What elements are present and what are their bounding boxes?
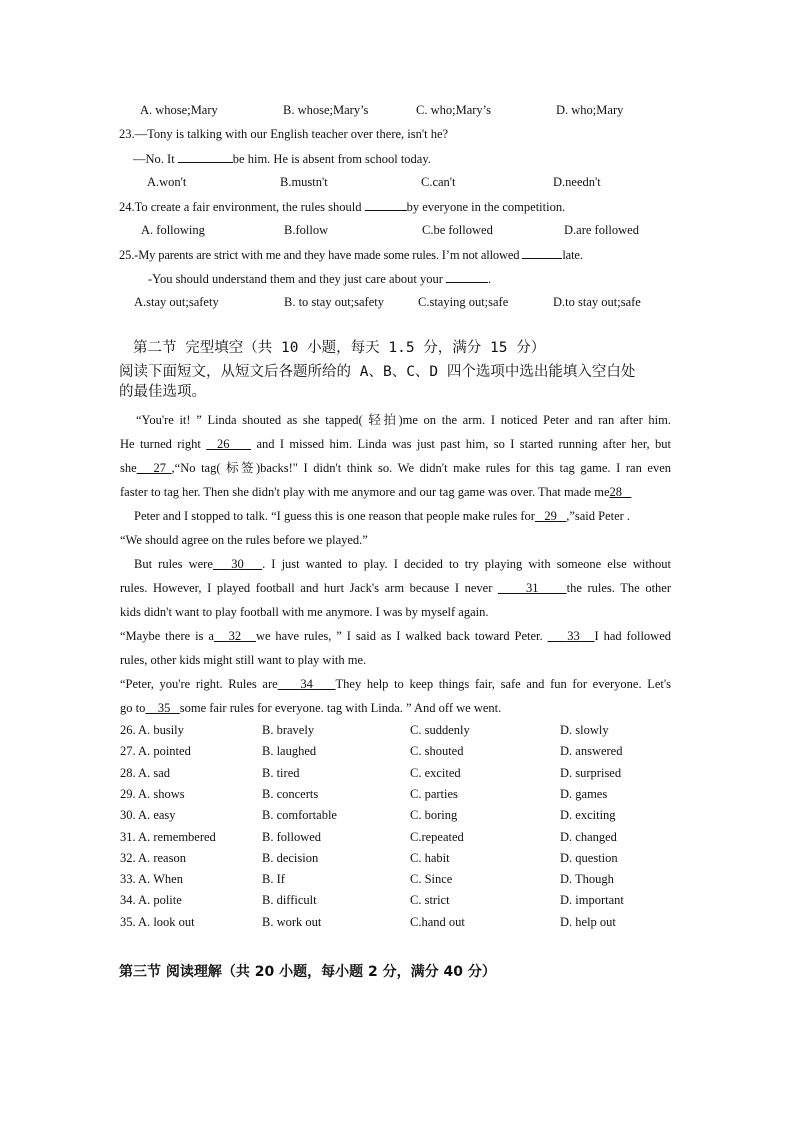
q25-stem-post: late.: [562, 248, 583, 262]
option-32-d: D. question: [560, 850, 618, 865]
q25-option-a: A.stay out;safety: [134, 295, 219, 309]
section2-title: 第二节 完型填空（共 10 小题，每天 1.5 分，满分 15 分）: [133, 340, 546, 356]
passage-line: rules. However, I played football and hurt Jack's arm because I never 31 the rules. The other: [120, 581, 672, 595]
option-31-a: 31. A. remembered: [120, 829, 216, 844]
option-30-d: D. exciting: [560, 808, 616, 823]
q25-stem-pre: 25.-My parents are strict with me and they have made some rules. I’m not allowed: [119, 248, 523, 262]
blank-32: 32: [228, 629, 242, 643]
option-32-b: B. decision: [262, 850, 319, 865]
option-27-c: C. shouted: [410, 744, 464, 759]
option-27-b: B. laughed: [262, 744, 317, 759]
option-30-b: B. comfortable: [262, 808, 337, 823]
q23-option-c: C.can't: [421, 175, 456, 189]
q22-option-b: B. whose;Mary’s: [283, 103, 369, 117]
q25-reply-pre: -You should understand them and they just care about your: [148, 272, 446, 286]
q23-option-b: B.mustn't: [280, 175, 328, 189]
section2-instruction-line2: 的最佳选项。: [119, 384, 206, 400]
option-26-d: D. slowly: [560, 723, 609, 737]
option-31-b: B. followed: [262, 829, 322, 844]
option-33-d: D. Though: [560, 872, 614, 887]
q24-option-a: A. following: [141, 223, 205, 237]
option-33-c: C. Since: [410, 872, 453, 887]
passage-line: “You're it! ” Linda shouted as she tapped( 轻拍)me on the arm. I noticed Peter and ran after him.: [136, 413, 671, 427]
option-29-d: D. games: [560, 786, 608, 801]
option-29-c: C. parties: [410, 786, 458, 801]
option-32-a: 32. A. reason: [120, 850, 186, 865]
blank-27: 27: [153, 461, 166, 475]
answer-blank: [365, 198, 407, 211]
q25-option-b: B. to stay out;safety: [284, 295, 384, 309]
option-35-b: B. work out: [262, 914, 322, 929]
q23-reply: [133, 150, 431, 167]
option-34-d: D. important: [560, 893, 624, 908]
option-29-a: 29. A. shows: [120, 786, 185, 801]
blank-31: 31: [526, 581, 539, 595]
q24-stem-post: by everyone in the competition.: [406, 200, 566, 214]
option-27-d: D. answered: [560, 744, 623, 759]
option-34-b: B. difficult: [262, 893, 317, 908]
q23-option-a: A.won't: [147, 175, 187, 189]
passage-line: faster to tag her. Then she didn't play with me anymore and our tag game was over. That made me28: [120, 480, 671, 504]
option-31-c: C.repeated: [410, 829, 464, 844]
q23-reply-pre: —No. It: [133, 152, 178, 166]
option-28-b: B. tired: [262, 765, 300, 780]
option-32-c: C. habit: [410, 850, 450, 865]
q23-stem: 23.—Tony is talking with our English teacher over there, isn't he?: [119, 127, 449, 141]
option-34-c: C. strict: [410, 893, 450, 908]
option-26-b: B. bravely: [262, 723, 315, 737]
option-26-c: C. suddenly: [410, 723, 470, 737]
blank-28: 28: [609, 485, 622, 499]
section2-instruction-line1: 阅读下面短文，从短文后各题所给的 A、B、C、D 四个选项中选出能填入空白处: [119, 364, 636, 380]
passage-line: But rules were 30 . I just wanted to play. I decided to try playing with someone else without: [134, 557, 672, 571]
q23-reply-post: be him. He is absent from school today.: [232, 152, 431, 166]
option-26-a: 26. A. busily: [120, 723, 184, 737]
q25-option-d: D.to stay out;safe: [553, 295, 641, 309]
blank-29: 29: [544, 509, 557, 523]
option-33-a: 33. A. When: [120, 872, 183, 887]
option-34-a: 34. A. polite: [120, 893, 182, 908]
passage-line: “We should agree on the rules before we played.”: [120, 533, 368, 547]
passage-line: Peter and I stopped to talk. “I guess this is one reason that people make rules for 29 ,”said Peter .: [134, 509, 631, 523]
option-31-d: D. changed: [560, 829, 617, 844]
option-33-b: B. If: [262, 872, 285, 887]
q25-stem: [119, 246, 583, 263]
option-29-b: B. concerts: [262, 786, 319, 801]
passage-line: “Maybe there is a 32 we have rules, ” I said as I walked back toward Peter. 33 I had followed: [120, 629, 671, 643]
option-35-c: C.hand out: [410, 914, 465, 929]
option-35-d: D. help out: [560, 914, 616, 929]
blank-30: 30: [231, 557, 244, 571]
option-30-a: 30. A. easy: [120, 808, 176, 823]
option-28-d: D. surprised: [560, 765, 622, 780]
blank-35: 35: [157, 701, 171, 715]
option-28-c: C. excited: [410, 765, 461, 780]
q22-option-c: C. who;Mary’s: [416, 103, 491, 117]
option-27-a: 27. A. pointed: [120, 744, 191, 759]
q25-option-c: C.staying out;safe: [418, 295, 509, 309]
blank-34: 34: [300, 677, 313, 691]
q24-option-d: D.are followed: [564, 223, 639, 237]
q24-stem-pre: 24.To create a fair environment, the rules should: [119, 200, 365, 214]
q24-stem: [119, 198, 565, 215]
q23-option-d: D.needn't: [553, 175, 601, 189]
passage-line: rules, other kids might still want to play with me.: [120, 653, 367, 667]
answer-blank: [178, 150, 233, 163]
passage-line: she 27 ,“No tag( 标签)backs!" I didn't think so. We didn't make rules for this tag game. I ran even: [120, 461, 672, 475]
q25-reply-post: .: [488, 272, 492, 286]
passage-line: He turned right 26 and I missed him. Linda was just past him, so I started running after her, but: [120, 437, 671, 451]
q24-option-b: B.follow: [284, 223, 329, 237]
q22-option-a: A. whose;Mary: [140, 103, 218, 117]
option-30-c: C. boring: [410, 808, 458, 823]
q22-option-d: D. who;Mary: [556, 103, 624, 117]
answer-blank: [522, 246, 562, 259]
option-35-a: 35. A. look out: [120, 914, 195, 929]
passage-line: “Peter, you're right. Rules are 34 They help to keep things fair, safe and fun for everyone. Let's: [120, 677, 672, 691]
passage-line: go to 35 some fair rules for everyone. tag with Linda. ” And off we went.: [120, 701, 502, 715]
q24-option-c: C.be followed: [422, 223, 493, 237]
answer-blank: [446, 270, 488, 283]
passage-line: kids didn't want to play football with me anymore. I was by myself again.: [120, 605, 489, 619]
option-28-a: 28. A. sad: [120, 765, 170, 780]
blank-33: 33: [567, 629, 580, 643]
section3-title: 第三节 阅读理解（共 20 小题，每小题 2 分，满分 40 分）: [119, 964, 496, 980]
blank-26: 26: [217, 437, 230, 451]
q25-reply: [148, 270, 491, 287]
